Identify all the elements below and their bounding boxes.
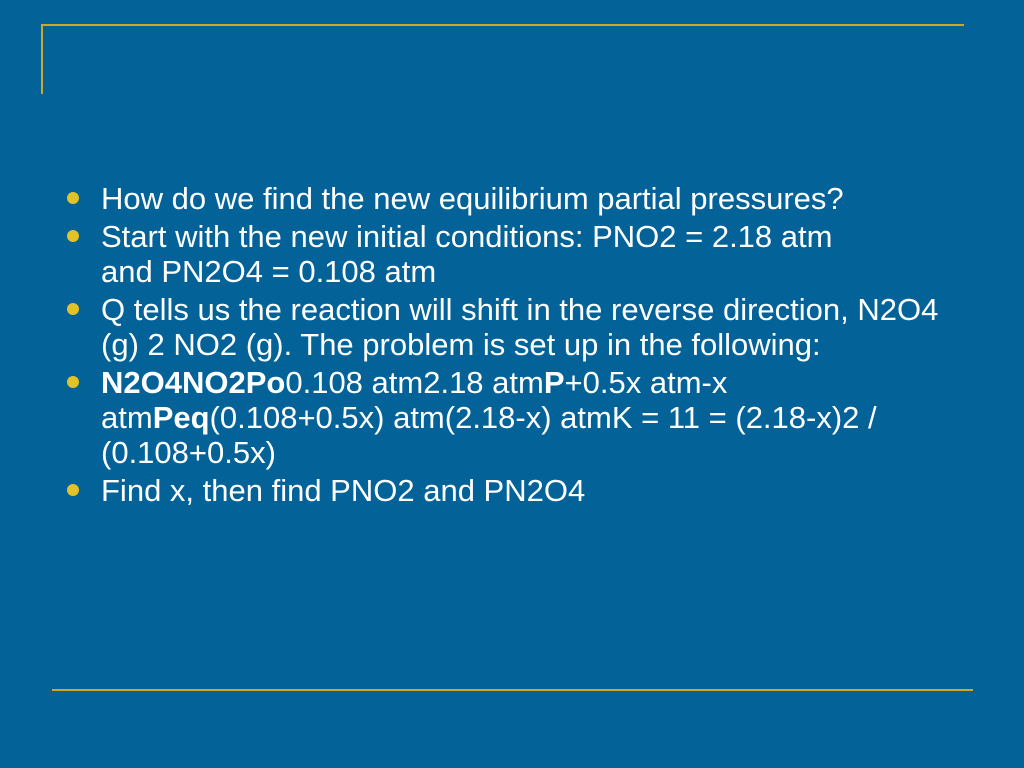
bullet-segment: 0.108 atm2.18 atm [285,365,544,400]
bullet-dot-icon [67,230,79,242]
bullet-dot-icon [67,303,79,315]
bullet-dot-icon [67,376,79,388]
bullet-bold-segment: N2O4NO2Po [101,365,286,400]
bullet-bold-segment: Peq [152,400,210,435]
left-rule [41,24,43,94]
bullet-text-line-1: Start with the new initial conditions: PNO2 = 2.18 atm [101,219,833,254]
bullet-dot-icon [67,192,79,204]
bullet-text-line-2: and PN2O4 = 0.108 atm [101,254,437,289]
bullet-list [64,181,974,511]
bullet-item-2 [64,219,974,289]
bullet-text: How do we find the new equilibrium partial pressures? [101,181,844,216]
bullet-item-4 [64,365,974,470]
bullet-item-1 [64,181,974,216]
bullet-text: Q tells us the reaction will shift in the reverse direction, N2O4 (g) 2 NO2 (g). The problem is set up in the following: [101,292,939,362]
bullet-text: Find x, then find PNO2 and PN2O4 [101,473,586,508]
bottom-rule [52,689,973,691]
bullet-bold-segment: P [543,365,565,400]
bullet-item-3 [64,292,974,362]
top-rule [41,24,964,26]
bullet-segment: (0.108+0.5x) atm(2.18-x) atmK = 11 = (2.18-x)2 / (0.108+0.5x) [101,400,877,470]
bullet-dot-icon [67,484,79,496]
bullet-item-5 [64,473,974,508]
bullet-segment: +0.5x atm-x atm [101,365,728,435]
